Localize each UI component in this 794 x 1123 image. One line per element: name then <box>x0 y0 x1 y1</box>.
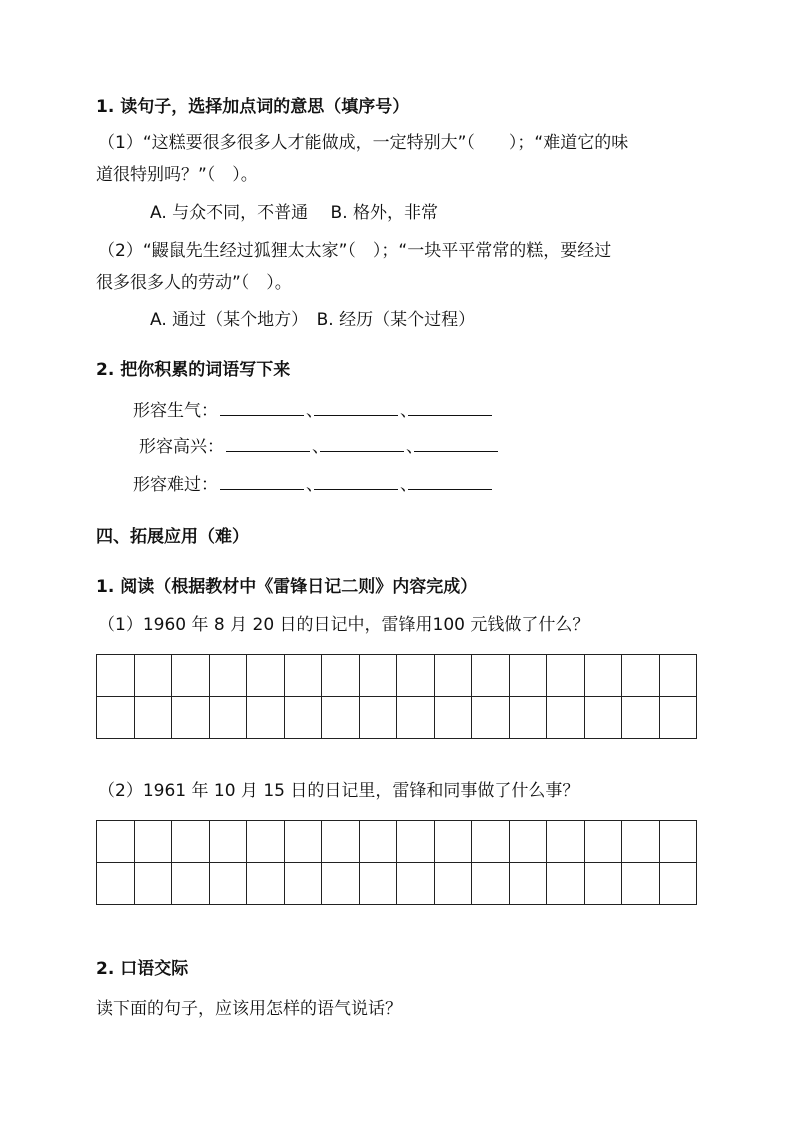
grid-cell[interactable] <box>584 697 622 739</box>
grid-cell[interactable] <box>472 821 510 863</box>
grid-cell[interactable] <box>134 821 172 863</box>
grid-cell[interactable] <box>172 863 210 905</box>
answer-grid-2[interactable] <box>96 820 697 905</box>
grid-cell[interactable] <box>284 821 322 863</box>
word-row-label: 形容生气： <box>133 401 218 421</box>
grid-cell[interactable] <box>172 697 210 739</box>
grid-cell[interactable] <box>584 655 622 697</box>
reading-question-1: （1）1960 年 8 月 20 日的日记中，雷锋用100 元钱做了什么？ <box>98 615 590 635</box>
grid-cell[interactable] <box>584 863 622 905</box>
word-row-label: 形容高兴： <box>139 437 224 457</box>
word-row-label: 形容难过： <box>133 475 218 495</box>
grid-cell[interactable] <box>622 863 660 905</box>
grid-cell[interactable] <box>622 655 660 697</box>
section2-heading: 2. 把你积累的词语写下来 <box>96 360 291 380</box>
answer-blank[interactable] <box>220 475 304 490</box>
grid-row <box>97 697 697 739</box>
grid-cell[interactable] <box>359 821 397 863</box>
grid-cell[interactable] <box>247 697 285 739</box>
question-2-line-2: 很多很多人的劳动”（ ）。 <box>96 273 292 293</box>
grid-row <box>97 655 697 697</box>
grid-cell[interactable] <box>359 863 397 905</box>
reading-heading: 1. 阅读（根据教材中《雷锋日记二则》内容完成） <box>96 577 478 597</box>
answer-blank[interactable] <box>226 437 310 452</box>
grid-cell[interactable] <box>172 655 210 697</box>
grid-cell[interactable] <box>509 863 547 905</box>
grid-cell[interactable] <box>547 697 585 739</box>
grid-cell[interactable] <box>134 697 172 739</box>
grid-cell[interactable] <box>622 821 660 863</box>
answer-blank[interactable] <box>220 401 304 416</box>
grid-cell[interactable] <box>284 863 322 905</box>
answer-blank[interactable] <box>408 401 492 416</box>
reading-question-2: （2）1961 年 10 月 15 日的日记里，雷锋和同事做了什么事？ <box>98 781 580 801</box>
grid-cell[interactable] <box>247 655 285 697</box>
grid-cell[interactable] <box>622 697 660 739</box>
grid-cell[interactable] <box>97 821 135 863</box>
question-1-line-1: （1）“这糕要很多很多人才能做成，一定特别大”（ ）；“难道它的味 <box>98 133 629 153</box>
grid-cell[interactable] <box>434 697 472 739</box>
grid-cell[interactable] <box>322 655 360 697</box>
question-1-line-2: 道很特别吗？”（ ）。 <box>96 165 258 185</box>
grid-cell[interactable] <box>584 821 622 863</box>
grid-cell[interactable] <box>97 655 135 697</box>
grid-cell[interactable] <box>659 697 697 739</box>
word-row-sad: 形容难过： 、 、 <box>133 474 494 496</box>
grid-cell[interactable] <box>472 697 510 739</box>
grid-cell[interactable] <box>659 655 697 697</box>
answer-blank[interactable] <box>408 475 492 490</box>
grid-cell[interactable] <box>472 863 510 905</box>
grid-cell[interactable] <box>209 655 247 697</box>
grid-cell[interactable] <box>284 655 322 697</box>
grid-cell[interactable] <box>322 697 360 739</box>
grid-row <box>97 863 697 905</box>
grid-cell[interactable] <box>97 863 135 905</box>
grid-cell[interactable] <box>397 863 435 905</box>
grid-cell[interactable] <box>359 655 397 697</box>
grid-cell[interactable] <box>209 863 247 905</box>
grid-cell[interactable] <box>247 821 285 863</box>
grid-cell[interactable] <box>547 821 585 863</box>
word-row-happy: 形容高兴： 、 、 <box>139 436 500 458</box>
answer-grid-1[interactable] <box>96 654 697 739</box>
answer-blank[interactable] <box>414 437 498 452</box>
grid-cell[interactable] <box>659 863 697 905</box>
grid-cell[interactable] <box>397 697 435 739</box>
grid-cell[interactable] <box>322 821 360 863</box>
grid-cell[interactable] <box>547 863 585 905</box>
section4-heading: 四、拓展应用（难） <box>96 527 249 547</box>
question-2-options: A. 通过（某个地方） B. 经历（某个过程） <box>150 310 476 330</box>
grid-cell[interactable] <box>659 821 697 863</box>
grid-cell[interactable] <box>434 863 472 905</box>
grid-cell[interactable] <box>134 655 172 697</box>
grid-cell[interactable] <box>247 863 285 905</box>
grid-cell[interactable] <box>434 655 472 697</box>
question-1-options: A. 与众不同，不普通 B. 格外，非常 <box>150 203 439 223</box>
grid-cell[interactable] <box>209 821 247 863</box>
answer-blank[interactable] <box>314 401 398 416</box>
answer-blank[interactable] <box>314 475 398 490</box>
oral-prompt: 读下面的句子，应该用怎样的语气说话？ <box>96 999 402 1019</box>
grid-cell[interactable] <box>509 655 547 697</box>
grid-cell[interactable] <box>284 697 322 739</box>
grid-cell[interactable] <box>134 863 172 905</box>
question-2-line-1: （2）“鼹鼠先生经过狐狸太太家”（ ）；“一块平平常常的糕，要经过 <box>98 241 612 261</box>
grid-cell[interactable] <box>322 863 360 905</box>
word-row-anger: 形容生气： 、 、 <box>133 400 494 422</box>
grid-cell[interactable] <box>547 655 585 697</box>
grid-cell[interactable] <box>172 821 210 863</box>
grid-cell[interactable] <box>509 821 547 863</box>
oral-heading: 2. 口语交际 <box>96 959 189 979</box>
grid-row <box>97 821 697 863</box>
section1-heading: 1. 读句子，选择加点词的意思（填序号） <box>96 97 410 117</box>
grid-cell[interactable] <box>97 697 135 739</box>
grid-cell[interactable] <box>509 697 547 739</box>
grid-cell[interactable] <box>397 821 435 863</box>
answer-blank[interactable] <box>320 437 404 452</box>
grid-cell[interactable] <box>397 655 435 697</box>
grid-cell[interactable] <box>209 697 247 739</box>
grid-cell[interactable] <box>359 697 397 739</box>
grid-cell[interactable] <box>472 655 510 697</box>
grid-cell[interactable] <box>434 821 472 863</box>
